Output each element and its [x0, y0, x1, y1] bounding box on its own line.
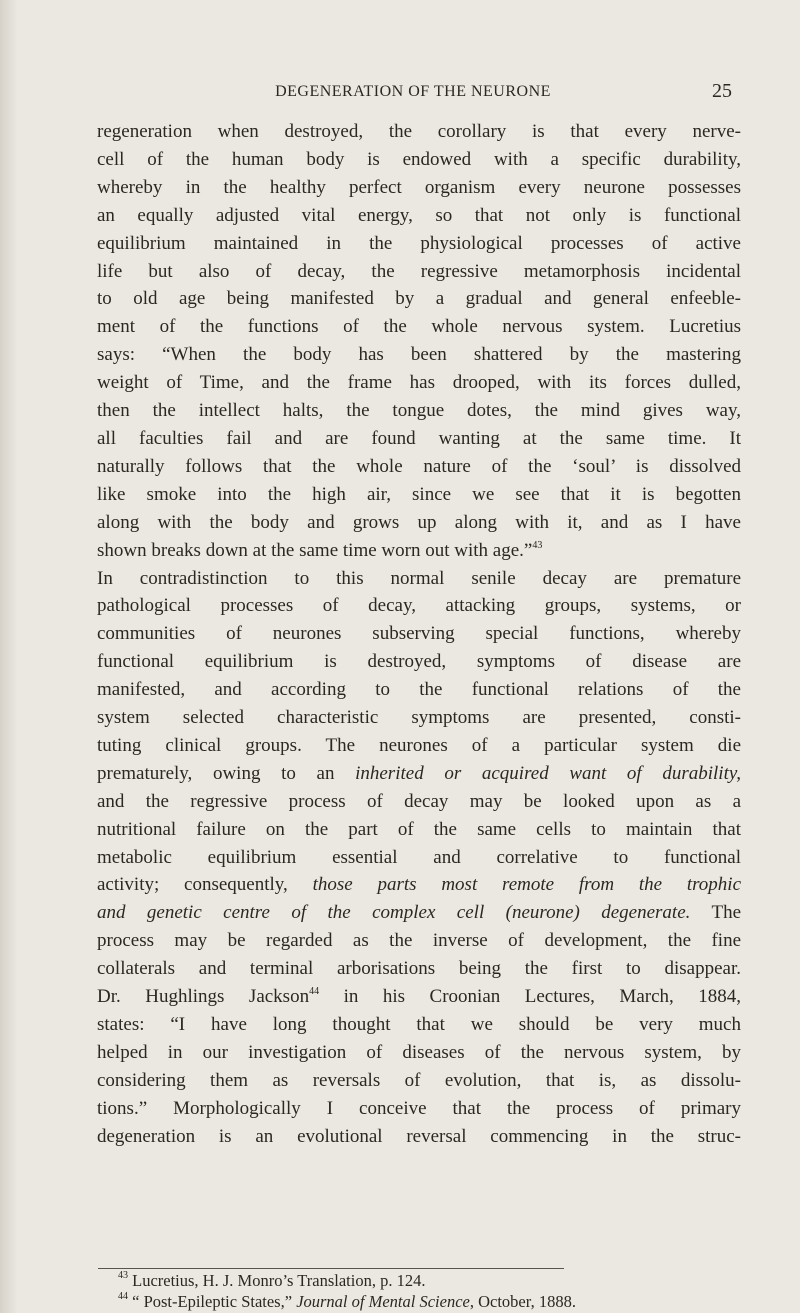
text-line: whereby in the healthy perfect organism every neurone possesses — [97, 176, 741, 198]
text-line: an equally adjusted vital energy, so that not only is functional — [97, 204, 741, 226]
text-line: considering them as reversals of evolution, that is, as dissolu- — [97, 1069, 741, 1091]
text-line: regeneration when destroyed, the corollary is that every nerve- — [97, 121, 741, 142]
binding-shadow — [0, 0, 18, 1313]
running-head: DEGENERATION OF THE NEURONE — [275, 83, 551, 100]
footnote-ref-44: 44 — [309, 986, 320, 998]
line-text: The — [690, 902, 742, 924]
footnote-ref-43: 43 — [532, 539, 543, 551]
italic-phrase: those parts most remote from the trophic — [312, 874, 741, 896]
italic-phrase: and genetic centre of the complex cell (neurone) degenerate. — [97, 902, 691, 924]
line-text: prematurely, owing to an — [97, 762, 356, 784]
text-line: nutritional failure on the part of the same cells to maintain that — [97, 818, 741, 840]
text-line — [97, 899, 741, 927]
text-line: tions.” Morphologically I conceive that the process of primary — [97, 1097, 741, 1119]
page-number: 25 — [712, 80, 732, 102]
text-line — [97, 871, 741, 899]
text-line: weight of Time, and the frame has drooped, with its forces dulled, — [97, 372, 741, 394]
text-line: tuting clinical groups. The neurones of a particular system die — [97, 734, 741, 756]
text-line: In contradistinction to this normal senile decay are premature — [97, 567, 741, 589]
text-line: degeneration is an evolutional reversal commencing in the struc- — [97, 1125, 741, 1147]
footnote-rule — [98, 1268, 564, 1269]
text-line: functional equilibrium is destroyed, symptoms of disease are — [97, 651, 741, 673]
text-line: manifested, and according to the functional relations of the — [97, 679, 741, 701]
text-line: like smoke into the high air, since we see that it is begotten — [97, 483, 741, 505]
line-text: shown breaks down at the same time worn out with age.” — [97, 539, 533, 561]
text-line — [97, 760, 741, 788]
text-line: ment of the functions of the whole nervous system. Lucretius — [97, 316, 741, 338]
text-line: says: “When the body has been shattered by the mastering — [97, 344, 741, 366]
footnote-text: Lucretius, H. J. Monro’s Translation, p. 124. — [128, 1271, 426, 1290]
footnote-marker: 43 — [118, 1270, 128, 1281]
footnote-44 — [118, 1291, 758, 1312]
text-line: process may be regarded as the inverse of development, the fine — [97, 930, 741, 952]
text-line: naturally follows that the whole nature of the ‘soul’ is dissolved — [97, 455, 741, 477]
text-line: helped in our investigation of diseases of the nervous system, by — [97, 1041, 741, 1063]
footnote-43 — [118, 1270, 758, 1291]
text-line — [97, 983, 741, 1011]
text-line: and the regressive process of decay may be looked upon as a — [97, 790, 741, 812]
footnote-marker: 44 — [118, 1291, 128, 1302]
text-line: life but also of decay, the regressive metamorphosis incidental — [97, 260, 741, 282]
text-line: collaterals and terminal arborisations being the first to disappear. — [97, 958, 741, 980]
journal-title: Journal of Mental Science — [296, 1292, 470, 1311]
line-text: in his Croonian Lectures, March, 1884, — [319, 986, 742, 1008]
text-line: to old age being manifested by a gradual and general enfeeble- — [97, 288, 741, 310]
text-line: metabolic equilibrium essential and correlative to functional — [97, 846, 741, 868]
line-text: Dr. Hughlings Jackson — [97, 986, 310, 1008]
footnote-text: “ Post-Epileptic States,” — [128, 1292, 297, 1311]
italic-phrase: inherited or acquired want of durability, — [355, 762, 741, 784]
text-line: along with the body and grows up along with it, and as I have — [97, 511, 741, 533]
text-line: pathological processes of decay, attacking groups, systems, or — [97, 595, 741, 617]
text-line: equilibrium maintained in the physiological processes of active — [97, 232, 741, 254]
text-line: system selected characteristic symptoms are presented, consti- — [97, 707, 741, 729]
text-line: then the intellect halts, the tongue dotes, the mind gives way, — [97, 400, 741, 422]
text-line: communities of neurones subserving special functions, whereby — [97, 623, 741, 645]
text-line — [97, 537, 741, 565]
text-line: states: “I have long thought that we should be very much — [97, 1014, 741, 1035]
text-line: cell of the human body is endowed with a specific durability, — [97, 148, 741, 170]
body-text — [97, 118, 741, 1151]
footnote-text: , October, 1888. — [469, 1292, 576, 1311]
text-line: all faculties fail and are found wanting at the same time. It — [97, 427, 741, 449]
footnotes — [118, 1270, 758, 1312]
line-text: activity; consequently, — [97, 874, 313, 896]
